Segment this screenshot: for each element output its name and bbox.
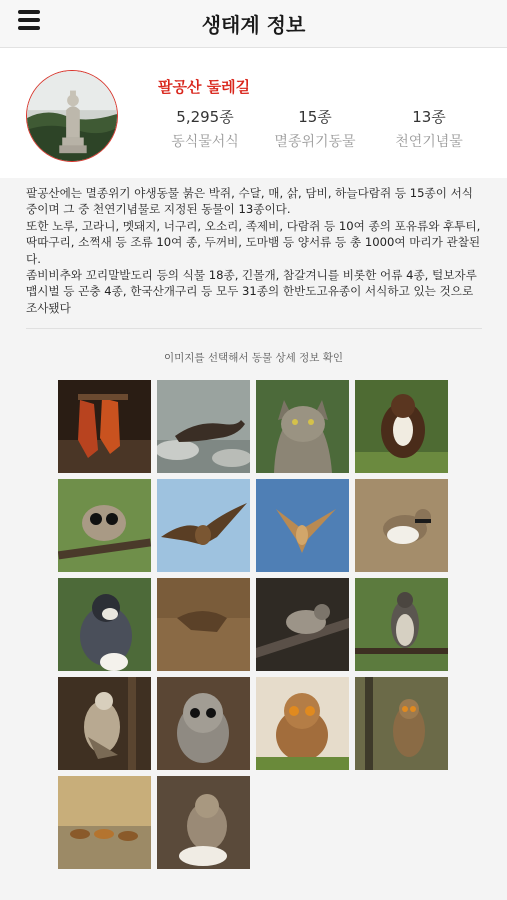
- animal-gallery: [58, 380, 450, 869]
- goshawk-on-branch-photo[interactable]: [256, 578, 349, 671]
- eagle-owl-photo[interactable]: [256, 677, 349, 770]
- stone-statue-icon: [27, 71, 117, 161]
- page-title: 생태계 정보: [201, 13, 306, 37]
- description-paragraph: 또한 노루, 고라니, 멧돼지, 너구리, 오소리, 족제비, 다람쥐 등 10여 종의 포유류와 후투티, 딱따구리, 소쩍새 등 조류 10여 종, 두꺼비, 도마뱀 등 양서류 등 총 1000여 마리가 관찰된다.: [26, 218, 481, 266]
- eagle-flying-photo[interactable]: [157, 479, 250, 572]
- description-paragraph: 팔공산에는 멸종위기 야생동물 붉은 박쥐, 수달, 매, 삵, 담비, 하늘다람쥐 등 15종이 서식 중이며 그 중 천연기념물로 지정된 동물이 13종이다.: [26, 186, 473, 217]
- hawk-on-ground-photo[interactable]: [157, 578, 250, 671]
- buzzard-photo[interactable]: [58, 677, 151, 770]
- stat-species: [150, 106, 260, 151]
- plover-photo[interactable]: [355, 479, 448, 572]
- description-paragraph: 좀비비추와 꼬리말발도리 등의 식물 18종, 긴몰개, 참갈겨니를 비롯한 어류 4종, 털보자루맵시벌 등 곤충 4종, 한국산개구리 등 모두 31종의 한반도고유종이 서식하고 있는 것으로 조사됐다: [26, 268, 477, 315]
- otter-photo[interactable]: [157, 380, 250, 473]
- long-eared-owl-photo[interactable]: [355, 677, 448, 770]
- sparrowhawk-on-branch-photo[interactable]: [355, 578, 448, 671]
- stat-endangered: [260, 106, 370, 151]
- stat-monuments-label: 천연기념물: [395, 134, 463, 150]
- section-divider: [26, 328, 482, 329]
- stat-monuments-value: 13종: [412, 108, 446, 126]
- place-name: 팔공산 둘레길: [158, 78, 251, 96]
- leopard-cat-photo[interactable]: [256, 380, 349, 473]
- tawny-owl-photo[interactable]: [157, 677, 250, 770]
- peregrine-falcon-photo[interactable]: [58, 578, 151, 671]
- red-bat-photo[interactable]: [58, 380, 151, 473]
- place-profile: [0, 48, 507, 178]
- stat-species-label: 동식물서식: [171, 134, 239, 150]
- kestrel-flying-photo[interactable]: [256, 479, 349, 572]
- stat-endangered-label: 멸종위기동물: [274, 134, 356, 150]
- scops-owl-photo[interactable]: [157, 776, 250, 869]
- stat-species-value: 5,295종: [176, 108, 234, 126]
- mandarin-ducks-photo[interactable]: [58, 776, 151, 869]
- stat-endangered-value: 15종: [298, 108, 332, 126]
- place-avatar: [26, 70, 118, 162]
- ecosystem-description: [26, 185, 484, 316]
- flying-squirrel-photo[interactable]: [58, 479, 151, 572]
- stat-monuments: [374, 106, 484, 151]
- gallery-instruction: 이미지를 선택해서 동물 상세 정보 확인: [164, 352, 343, 364]
- marten-photo[interactable]: [355, 380, 448, 473]
- app-header: [0, 0, 507, 48]
